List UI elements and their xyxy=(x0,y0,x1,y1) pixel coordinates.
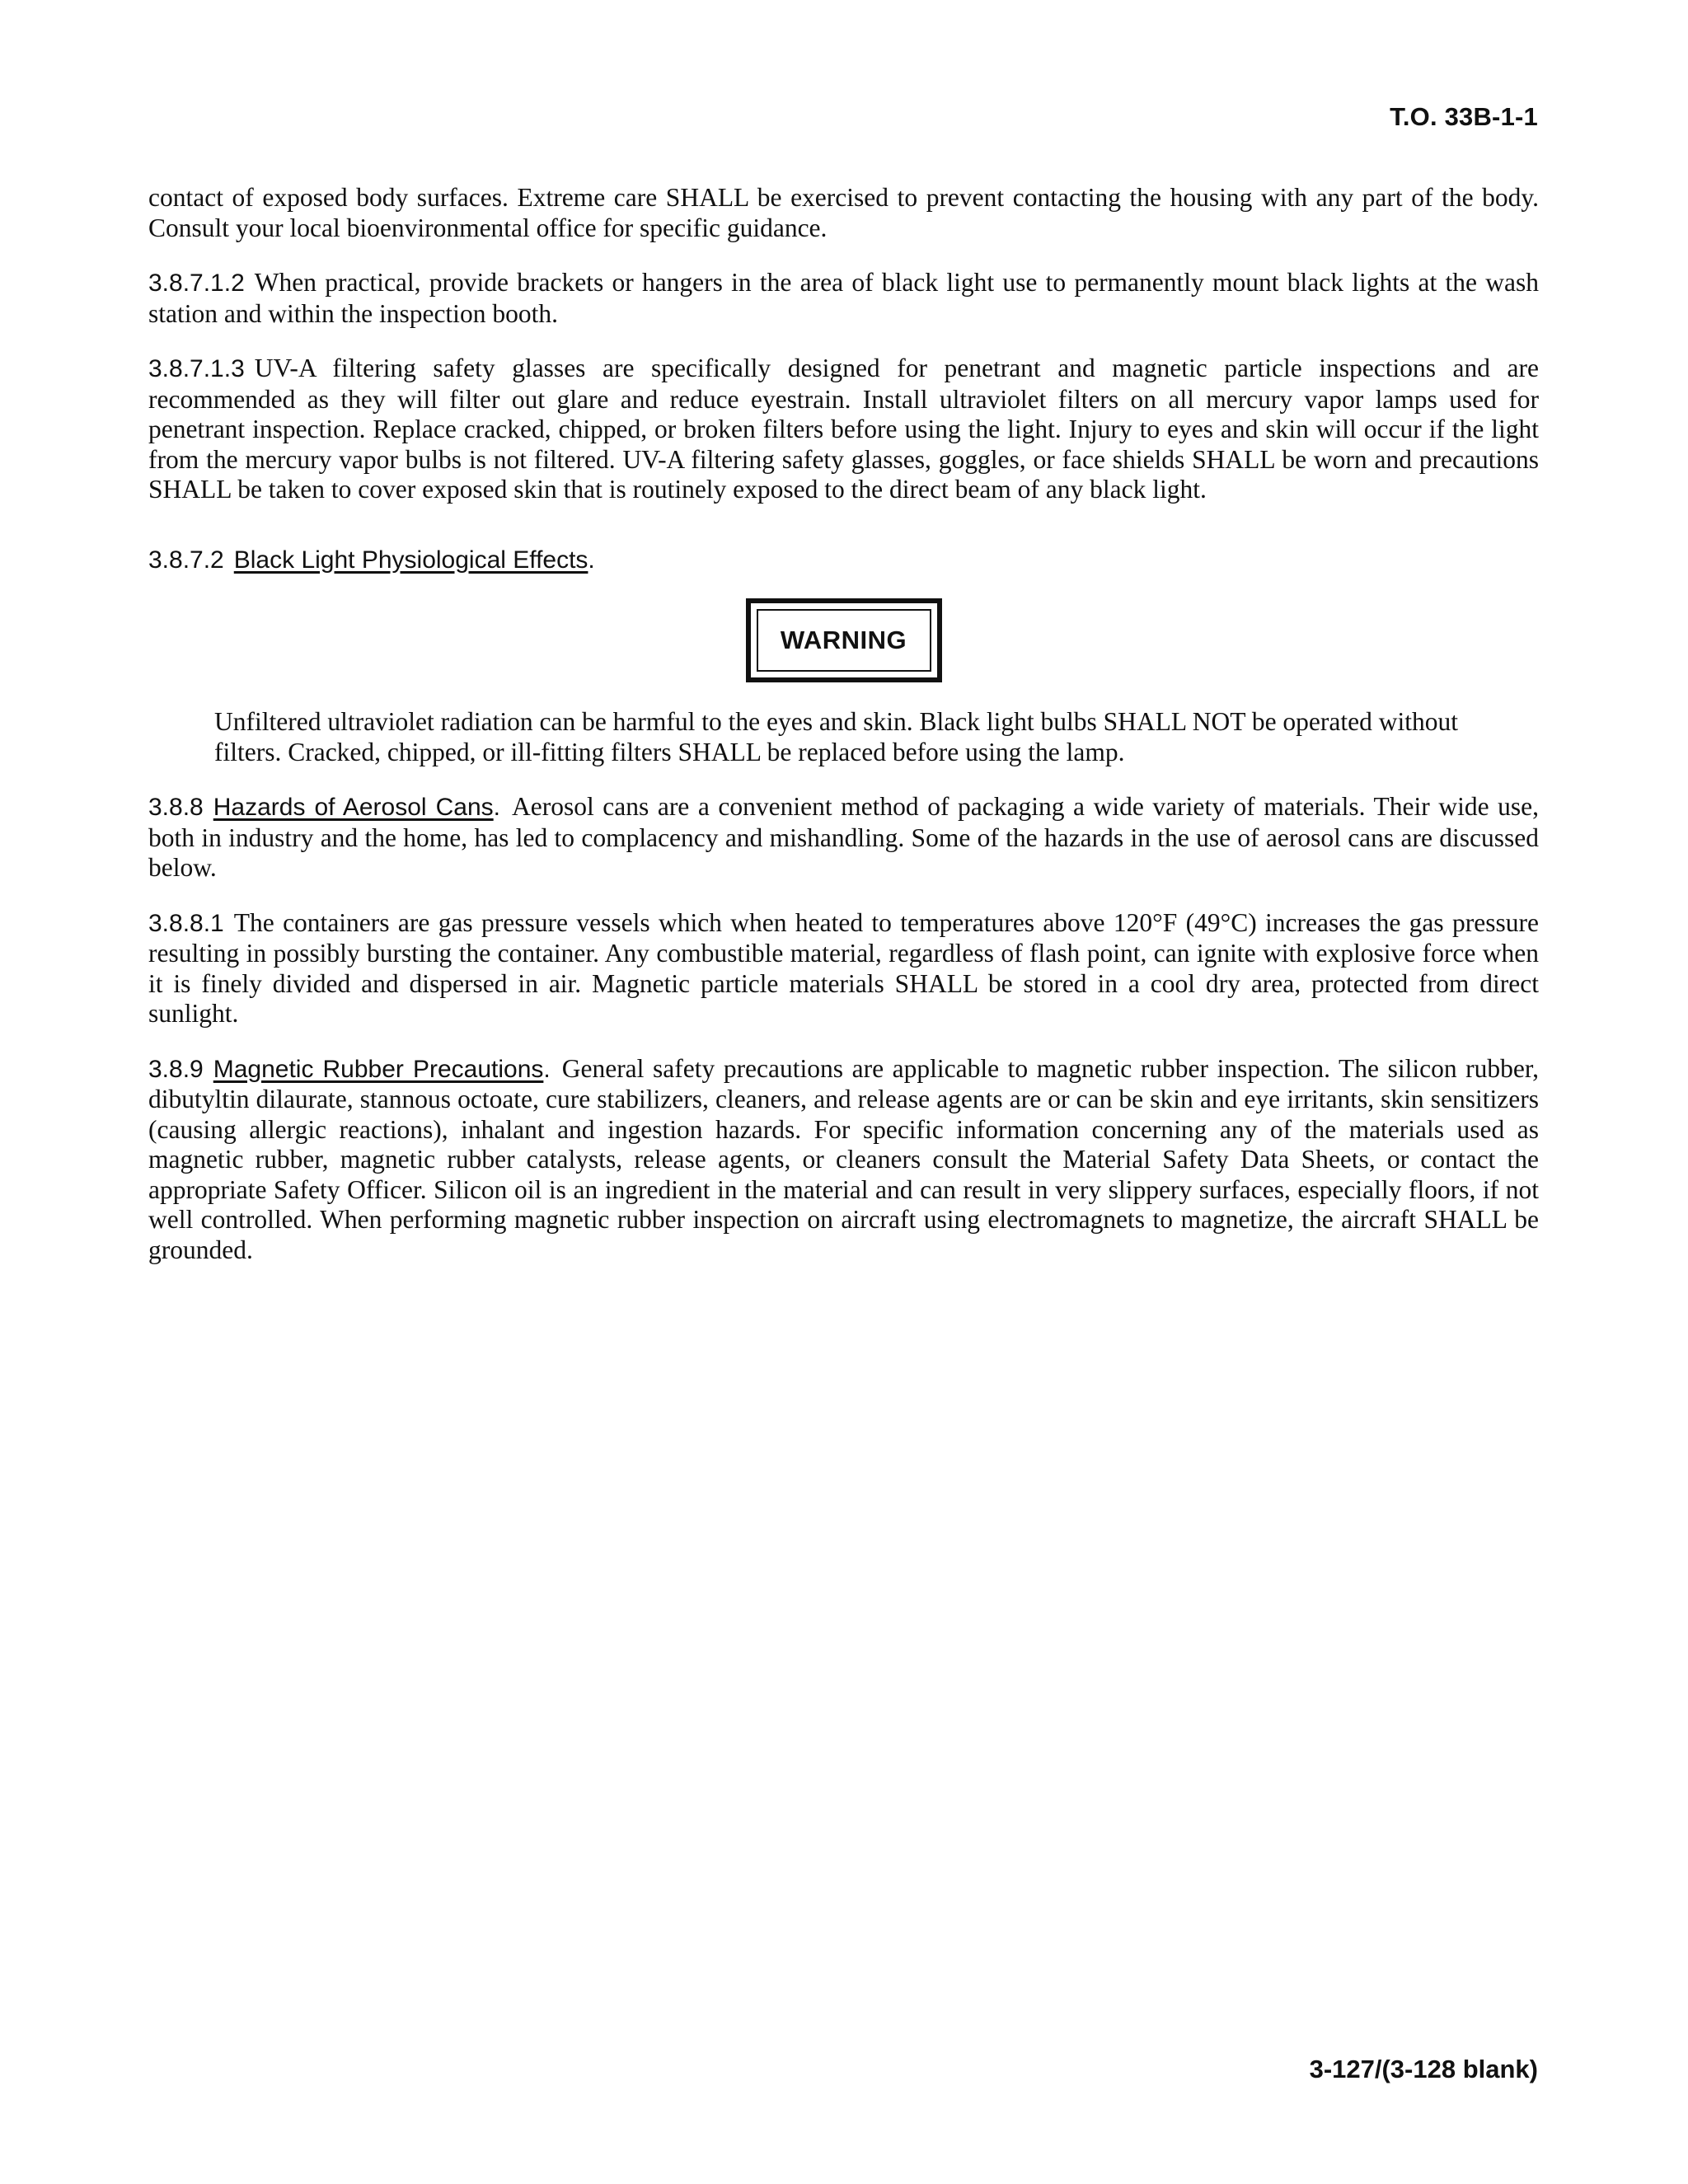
section-title: Magnetic Rubber Precautions xyxy=(213,1055,544,1083)
page-number: 3-127/(3-128 blank) xyxy=(1309,2055,1538,2083)
warning-container xyxy=(148,598,1539,682)
title-period: . xyxy=(543,1055,551,1083)
paragraph-text: When practical, provide brackets or hangers in the area of black light use to permanently mount black lights at the wash station and within the inspection booth. xyxy=(148,268,1539,328)
paragraph-3-8-7-2 xyxy=(148,545,1539,576)
paragraph-number: 3.8.7.1.3 xyxy=(148,355,245,382)
paragraph-3-8-7-1-2 xyxy=(148,268,1539,329)
continued-paragraph xyxy=(148,183,1539,243)
paragraph-text: UV-A filtering safety glasses are specifically designed for penetrant and magnetic particle inspections and are recommended as they will filter out glare and reduce eyestrain. Install ultraviolet filters on all mercury vapor lamps used for penetrant inspection. Replace cracked, chipped, or broken filters before using the light. Injury to eyes and skin will occur if the light from the mercury vapor bulbs is not filtered. UV-A filtering safety glasses, goggles, or face shields SHALL be worn and precautions SHALL be taken to cover exposed skin that is routinely exposed to the direct beam of any black light. xyxy=(148,354,1539,504)
warning-text: Unfiltered ultraviolet radiation can be harmful to the eyes and skin. Black light bulbs SHALL NOT be operated without filters. Cracked, chipped, or ill-fitting filters SHALL be replaced before using the lamp. xyxy=(214,707,1459,766)
paragraph-number: 3.8.8.1 xyxy=(148,909,224,937)
paragraph-number: 3.8.8 xyxy=(148,794,204,821)
continued-text: contact of exposed body surfaces. Extreme care SHALL be exercised to prevent contacting the housing with any part of the body. Consult your local bioenvironmental office for specific guidance. xyxy=(148,183,1539,242)
section-title: Hazards of Aerosol Cans xyxy=(213,794,494,821)
paragraph-text: The containers are gas pressure vessels which when heated to temperatures above 120°F (49°C) increases the gas pressure resulting in possibly bursting the container. Any combustible material, regardless of flash point, can ignite with explosive force when it is finely divided and dispersed in air. Magnetic particle materials SHALL be stored in a cool dry area, protected from direct sunlight. xyxy=(148,907,1539,1028)
warning-box xyxy=(746,598,942,682)
paragraph-3-8-8-1 xyxy=(148,908,1539,1029)
body-column xyxy=(148,183,1539,1290)
paragraph-3-8-8 xyxy=(148,792,1539,883)
title-period: . xyxy=(493,794,500,821)
paragraph-number: 3.8.7.2 xyxy=(148,546,224,574)
paragraph-number: 3.8.7.1.2 xyxy=(148,269,245,297)
paragraph-3-8-7-1-3 xyxy=(148,354,1539,505)
warning-label: WARNING xyxy=(757,609,931,672)
section-title: Black Light Physiological Effects xyxy=(233,546,588,574)
paragraph-3-8-9 xyxy=(148,1054,1539,1266)
title-period: . xyxy=(588,546,595,574)
paragraph-text: Aerosol cans are a convenient method of packaging a wide variety of materials. Their wide use, both in industry and the home, has led to complacency and mishandling. Some of the hazards in the use of aerosol cans are discussed below. xyxy=(148,792,1539,882)
paragraph-text: General safety precautions are applicable to magnetic rubber inspection. The silicon rubber, dibutyltin dilaurate, stannous octoate, cure stabilizers, cleaners, and release agents are or can be skin and eye irritants, skin sensitizers (causing allergic reactions), inhalant and ingestion hazards. For specific information concerning any of the materials used as magnetic rubber, magnetic rubber catalysts, release agents, or cleaners consult the Material Safety Data Sheets, or contact the appropriate Safety Officer. Silicon oil is an ingredient in the material and can result in very slippery surfaces, especially floors, if not well controlled. When performing magnetic rubber inspection on aircraft using electromagnets to magnetize, the aircraft SHALL be grounded. xyxy=(148,1053,1539,1264)
paragraph-number: 3.8.9 xyxy=(148,1055,204,1083)
document-id: T.O. 33B-1-1 xyxy=(1390,102,1538,131)
